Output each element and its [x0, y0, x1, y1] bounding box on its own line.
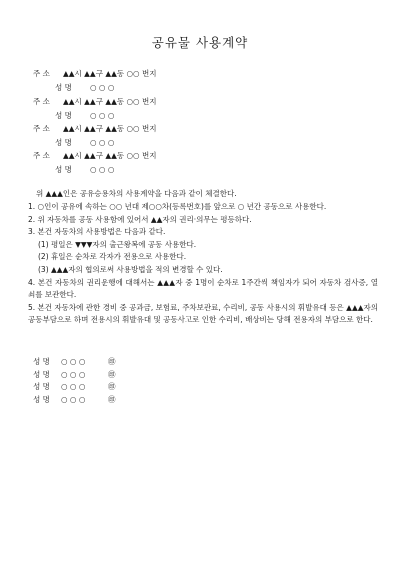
party-block-2 — [33, 97, 156, 125]
signature-label: 성 명 — [33, 394, 50, 404]
address-value: ▲▲시 ▲▲구 ▲▲동 ○○ 번지 — [63, 124, 157, 133]
name-label: 성 명 — [55, 111, 72, 120]
seal-mark: ㊞ — [108, 369, 116, 379]
signature-name: ○ ○ ○ — [61, 394, 86, 404]
name-label: 성 명 — [55, 138, 72, 147]
clause-5: 5. 본건 자동차에 관한 경비 중 공과금, 보험료, 주차보관료, 수리비, 공동 사용시의 휘발유대 등은 ▲▲▲자의 공동부담으로 하며 전용시의 휘발유대 및 공동사고로 인한 수리비, 배상비는 당해 전용자의 부담으로 한다. — [28, 302, 378, 325]
name-label: 성 명 — [55, 83, 72, 92]
name-label: 성 명 — [55, 165, 72, 174]
name-value: ○ ○ ○ — [90, 111, 115, 120]
clause-3-item-3: (3) ▲▲▲자의 협의로써 사용방법을 적의 변경할 수 있다. — [38, 264, 223, 274]
address-label: 주 소 — [33, 151, 50, 160]
seal-mark: ㊞ — [108, 357, 116, 366]
address-label: 주 소 — [33, 97, 50, 106]
address-value: ▲▲시 ▲▲구 ▲▲동 ○○ 번지 — [63, 151, 157, 160]
signature-name: ○ ○ ○ — [61, 357, 86, 366]
name-value: ○ ○ ○ — [90, 138, 115, 147]
signature-row — [33, 381, 116, 394]
address-label: 주 소 — [33, 69, 50, 78]
seal-mark: ㊞ — [108, 394, 116, 404]
document-title: 공유물 사용계약 — [151, 35, 249, 50]
signature-row — [33, 369, 116, 382]
clause-4: 4. 본건 자동차의 권리운행에 대해서는 ▲▲▲자 중 1명이 순차로 1주간씩 책임자가 되어 자동차 검사증, 열쇠를 보관한다. — [28, 277, 378, 300]
clause-list — [28, 201, 378, 327]
name-value: ○ ○ ○ — [90, 83, 115, 92]
party-block-3 — [33, 124, 156, 152]
signature-row — [33, 356, 116, 369]
clause-1: 1. ○인이 공유에 속하는 ○○ 년대 제○○차(등록번호)를 앞으로 ○ 년간 공동으로 사용한다. — [28, 202, 327, 211]
party-block-4 — [33, 151, 156, 179]
clause-2: 2. 위 자동차를 공동 사용함에 있어서 ▲▲자의 권리·의무는 평등하다. — [28, 214, 252, 224]
signature-label: 성 명 — [33, 357, 50, 366]
seal-mark: ㊞ — [108, 382, 116, 392]
party-block-1 — [33, 69, 156, 97]
signature-name: ○ ○ ○ — [61, 382, 86, 392]
clause-3-item-1: (1) 평일은 ▼▼▼자의 출근왕복에 공동 사용한다. — [38, 239, 197, 249]
signature-block — [33, 356, 116, 406]
signature-label: 성 명 — [33, 369, 50, 379]
intro-paragraph: 위 ▲▲▲인은 공유승용차의 사용계약을 다음과 같이 체결한다. — [36, 189, 237, 198]
signature-name: ○ ○ ○ — [61, 369, 86, 379]
signature-row — [33, 394, 116, 407]
clause-3: 3. 본건 자동차의 사용방법은 다음과 같다. — [28, 227, 166, 237]
address-label: 주 소 — [33, 124, 50, 133]
address-value: ▲▲시 ▲▲구 ▲▲동 ○○ 번지 — [63, 69, 157, 78]
signature-label: 성 명 — [33, 382, 50, 392]
clause-3-item-2: (2) 휴일은 순차로 각자가 전용으로 사용한다. — [38, 252, 187, 262]
address-value: ▲▲시 ▲▲구 ▲▲동 ○○ 번지 — [63, 97, 157, 106]
name-value: ○ ○ ○ — [90, 165, 115, 174]
